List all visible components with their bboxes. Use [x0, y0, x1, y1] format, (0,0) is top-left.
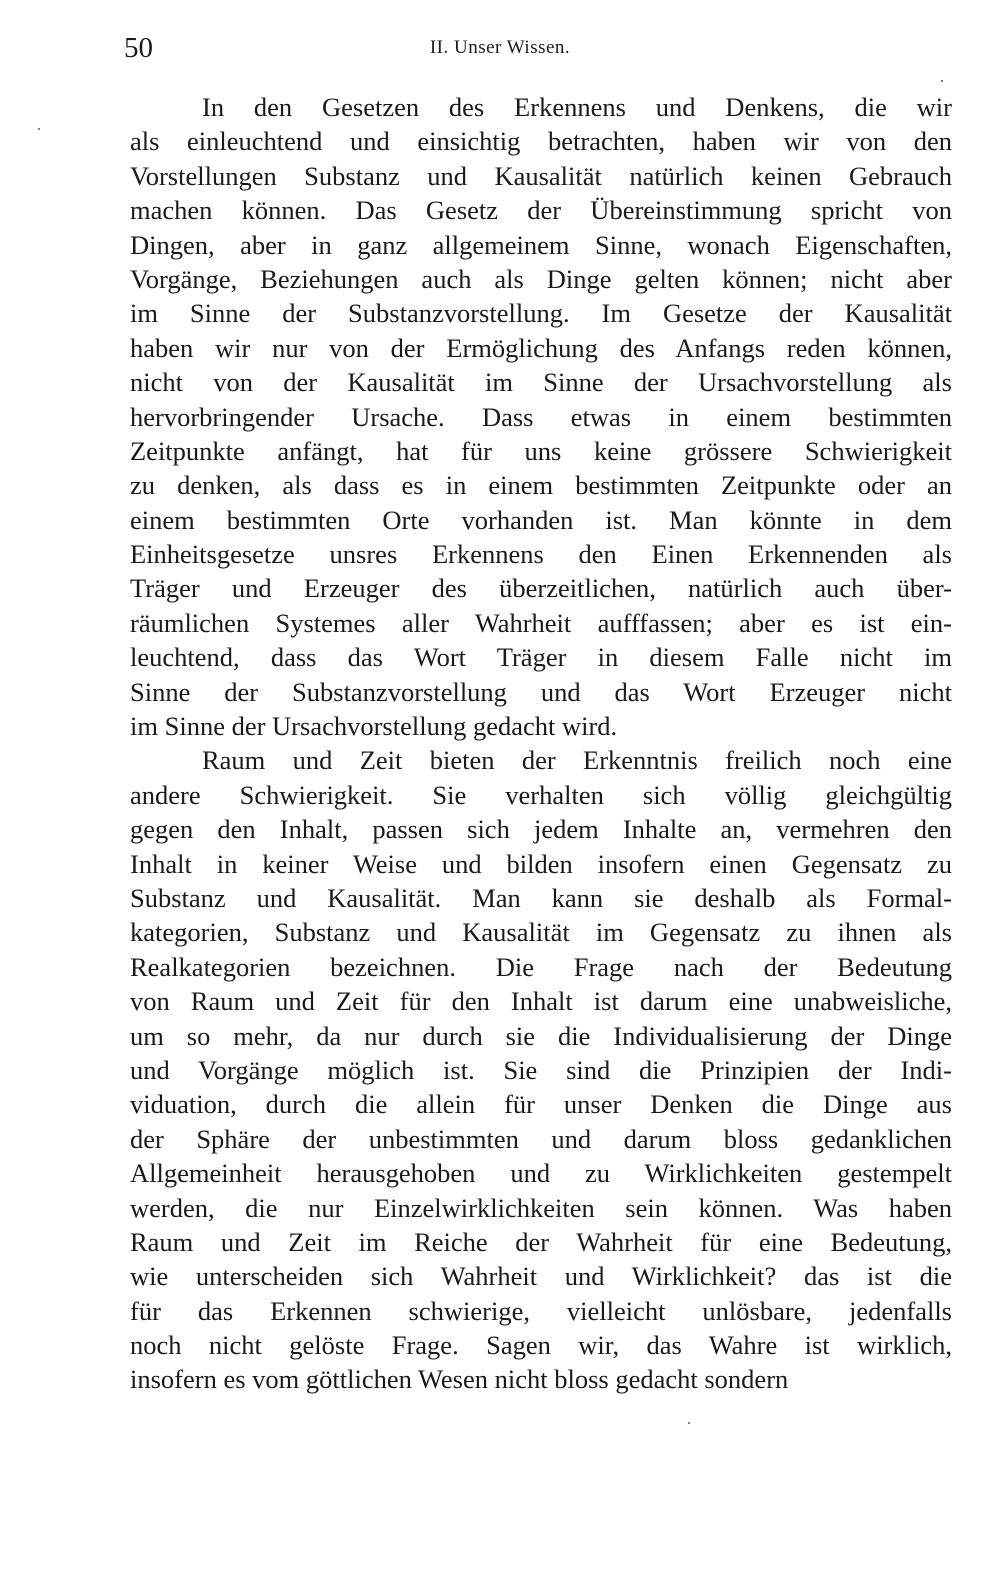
text-line: und Vorgänge möglich ist. Sie sind die Prinzipien der Indi-	[130, 1054, 952, 1085]
text-line: Vorgänge, Beziehungen auch als Dinge gelten können; nicht aber	[130, 263, 952, 294]
text-line: Einheitsgesetze unsres Erkennens den Einen Erkennenden als	[130, 539, 952, 570]
scan-speck	[38, 128, 40, 130]
text-line: Dingen, aber in ganz allgemeinem Sinne, wonach Eigenschaften,	[130, 229, 952, 260]
text-line: kategorien, Substanz und Kausalität im Gegensatz zu ihnen als	[130, 917, 952, 948]
text-line: von Raum und Zeit für den Inhalt ist darum eine unabweisliche,	[130, 986, 952, 1017]
text-line: Vorstellungen Substanz und Kausalität natürlich keinen Gebrauch	[130, 160, 952, 191]
text-line: räumlichen Systemes aller Wahrheit aufffassen; aber es ist ein-	[130, 607, 952, 638]
text-line: Substanz und Kausalität. Man kann sie deshalb als Formal-	[130, 882, 952, 913]
text-line: machen können. Das Gesetz der Übereinstimmung spricht von	[130, 195, 952, 226]
text-line: als einleuchtend und einsichtig betrachten, haben wir von den	[130, 126, 952, 157]
text-line: im Sinne der Ursachvorstellung gedacht wird.	[130, 711, 618, 742]
text-line: gegen den Inhalt, passen sich jedem Inhalte an, vermehren den	[130, 814, 952, 845]
text-line: zu denken, als dass es in einem bestimmten Zeitpunkte oder an	[130, 470, 952, 501]
text-line: Raum und Zeit bieten der Erkenntnis freilich noch eine	[202, 745, 952, 776]
paragraph-1	[130, 90, 952, 743]
text-line: im Sinne der Substanzvorstellung. Im Gesetze der Kausalität	[130, 298, 952, 329]
scan-speck	[941, 80, 943, 82]
text-line: nicht von der Kausalität im Sinne der Ursachvorstellung als	[130, 367, 952, 398]
text-line: viduation, durch die allein für unser Denken die Dinge aus	[130, 1089, 952, 1120]
text-line: hervorbringender Ursache. Dass etwas in einem bestimmten	[130, 401, 952, 432]
page-number: 50	[124, 32, 153, 64]
text-line: noch nicht gelöste Frage. Sagen wir, das Wahre ist wirklich,	[130, 1330, 952, 1361]
running-head: II. Unser Wissen.	[429, 37, 571, 58]
scan-speck	[688, 1422, 690, 1424]
text-line: wie unterscheiden sich Wahrheit und Wirklichkeit? das ist die	[130, 1261, 952, 1292]
text-line: Sinne der Substanzvorstellung und das Wort Erzeuger nicht	[130, 676, 952, 707]
text-line: leuchtend, dass das Wort Träger in diesem Falle nicht im	[130, 642, 952, 673]
text-line: insofern es vom göttlichen Wesen nicht bloss gedacht sondern	[130, 1364, 789, 1395]
text-line: um so mehr, da nur durch sie die Individualisierung der Dinge	[130, 1020, 952, 1051]
text-line: Zeitpunkte anfängt, hat für uns keine grössere Schwierigkeit	[130, 435, 952, 466]
text-line: haben wir nur von der Ermöglichung des Anfangs reden können,	[130, 332, 952, 363]
paragraph-2	[130, 743, 952, 1396]
text-line: andere Schwierigkeit. Sie verhalten sich völlig gleichgültig	[130, 779, 952, 810]
text-line: Realkategorien bezeichnen. Die Frage nach der Bedeutung	[130, 951, 952, 982]
text-line: In den Gesetzen des Erkennens und Denkens, die wir	[202, 92, 952, 122]
text-line: einem bestimmten Orte vorhanden ist. Man könnte in dem	[130, 504, 952, 535]
text-line: Allgemeinheit herausgehoben und zu Wirklichkeiten gestempelt	[130, 1158, 952, 1189]
body-text	[130, 90, 952, 1397]
text-line: Inhalt in keiner Weise und bilden insofern einen Gegensatz zu	[130, 848, 952, 879]
text-line: für das Erkennen schwierige, vielleicht unlösbare, jedenfalls	[130, 1295, 952, 1326]
text-line: Raum und Zeit im Reiche der Wahrheit für eine Bedeutung,	[130, 1226, 952, 1257]
text-line: der Sphäre der unbestimmten und darum bloss gedanklichen	[130, 1123, 952, 1154]
text-line: Träger und Erzeuger des überzeitlichen, natürlich auch über-	[130, 573, 952, 604]
text-line: werden, die nur Einzelwirklichkeiten sein können. Was haben	[130, 1192, 952, 1223]
